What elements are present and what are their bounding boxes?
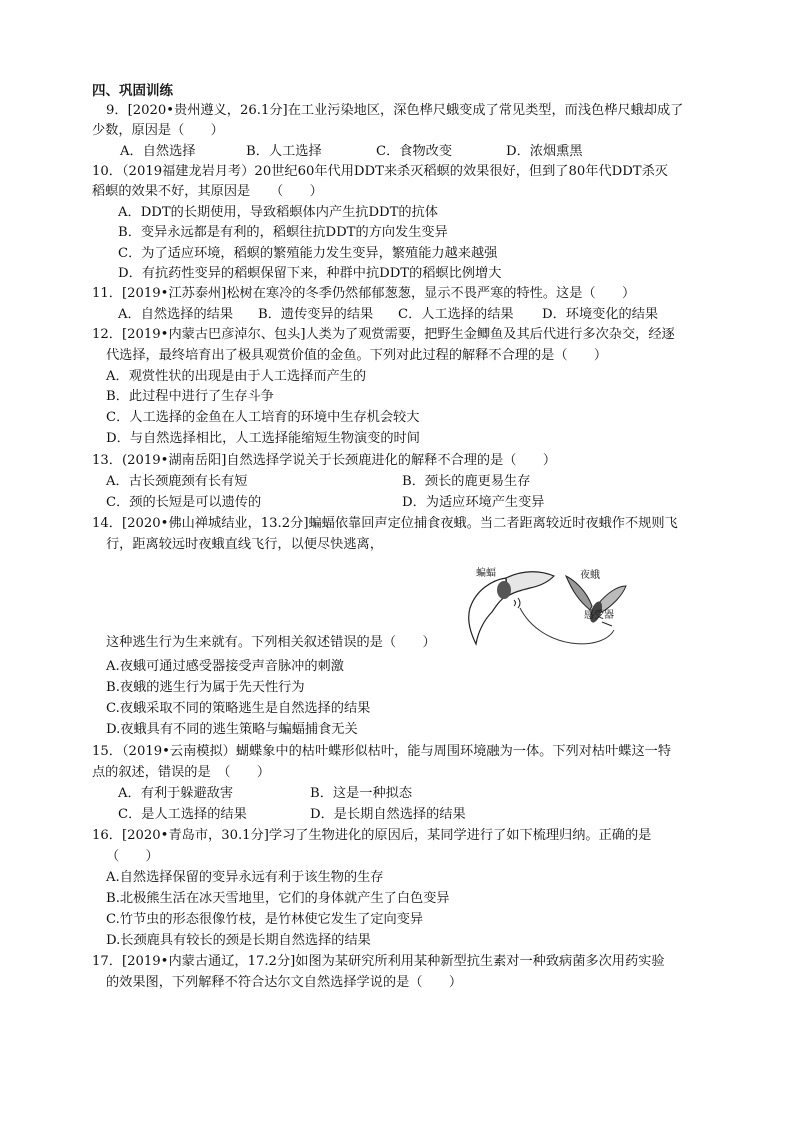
sensor-label: 感受器 [584,610,614,621]
moth-label: 夜蛾 [580,570,600,581]
moth-wing-left [566,576,592,610]
q9-option-d: D．浓烟熏黑 [506,144,583,159]
q11-option-d: D．环境变化的结果 [542,307,659,322]
q15-option-b: B．这是一种拟态 [310,786,413,801]
q14-option-c: C.夜蛾采取不同的策略逃生是自然选择的结果 [106,701,371,716]
q15-option-d: D．是长期自然选择的结果 [310,807,466,822]
sound-wave-1 [514,600,516,606]
q15-stem-line2: 点的叙述，错误的是 （ ） [92,765,271,780]
q13-option-b: B．颈长的鹿更易生存 [402,474,531,489]
sound-wave-2 [518,598,520,608]
bat-moth-figure [462,560,632,660]
q10-option-d: D．有抗药性变异的稻螟保留下来，种群中抗DDT的稻螟比例增大 [118,266,502,281]
q16-option-d: D.长颈鹿具有较长的颈是长期自然选择的结果 [106,933,371,948]
q10-option-b: B．变异永远都是有利的，稻螟往抗DDT的方向发生变异 [118,225,448,240]
q14-stem-line2: 行，距离较远时夜蛾直线飞行，以便尽快逃离， [106,537,383,552]
q14-stem-line1: 14．[2020•佛山禅城结业，13.2分]蝙蝠依靠回声定位捕食夜蛾。当二者距离较近时夜蛾作不规则飞 [92,516,678,531]
q12-option-b: B．此过程中进行了生存斗争 [106,389,274,404]
q14-stem-line3: 这种逃生行为生来就有。下列相关叙述错误的是（ ） [106,635,436,650]
q13-option-c: C．颈的长短是可以遗传的 [106,495,262,510]
q16-option-b: B.北极熊生活在冰天雪地里，它们的身体就产生了白色变异 [106,891,450,906]
q10-stem-line2: 稻螟的效果不好，其原因是 （ ） [92,184,323,199]
q15-option-c: C．是人工选择的结果 [118,807,247,822]
q10-option-a: A．DDT的长期使用，导致稻螟体内产生抗DDT的抗体 [118,205,438,220]
q17-stem-line2: 的效果图，下列解释不符合达尔文自然选择学说的是（ ） [106,975,463,990]
q14-option-d: D.夜蛾具有不同的逃生策略与蝙蝠捕食无关 [106,722,358,737]
q16-stem-line2: （ ） [106,849,159,864]
q14-option-a: A.夜蛾可通过感受器接受声音脉冲的刺激 [106,659,344,674]
q15-stem-line1: 15．（2019•云南模拟）蝴蝶象中的枯叶蝶形似枯叶，能与周围环境融为一体。下列对枯叶蝶这一特 [92,744,672,759]
q13-stem: 13．(2019•湖南岳阳]自然选择学说关于长颈鹿进化的解释不合理的是（ ） [92,453,557,468]
q13-option-a: A．古长颈鹿颈有长有短 [106,474,248,489]
q9-stem-line2: 少数，原因是（ ） [92,123,224,138]
section-title: 四、巩固训练 [92,83,173,99]
q13-option-d: D．为适应环境产生变异 [402,495,545,510]
q9-stem-line1: 9．[2020•贵州遵义，26.1分]在工业污染地区，深色桦尺蛾变成了常见类型，而浅色桦尺蛾却成了 [106,103,684,118]
q11-option-a: A．自然选择的结果 [118,307,234,322]
q11-option-c: C．人工选择的结果 [398,307,514,322]
q15-option-a: A．有利于躲避敌害 [118,786,234,801]
bat-body [497,581,511,599]
q16-stem-line1: 16．[2020•青岛市，30.1分]学习了生物进化的原因后，某同学进行了如下梳理归纳。正确的是 [92,828,652,843]
q12-option-d: D．与自然选择相比，人工选择能缩短生物演变的时间 [106,431,420,446]
bat-label: 蝙蝠 [476,568,496,579]
q12-stem-line2: 代选择，最终培育出了极具观赏价值的金鱼。下列对此过程的解释不合理的是（ ） [106,348,608,363]
q16-option-a: A.自然选择保留的变异永远有利于该生物的生存 [106,870,384,885]
q9-option-b: B．人工选择 [246,144,322,159]
q11-stem: 11．[2019•江苏泰州]松树在寒冷的冬季仍然郁郁葱葱，显示不畏严寒的特性。这是（ ） [92,286,636,301]
q9-option-a: A．自然选择 [120,144,196,159]
q12-stem-line1: 12．[2019•内蒙古巴彦淖尔、包头]人类为了观赏需要，把野生金鲫鱼及其后代进行多次杂交，经逐 [92,327,675,342]
q11-option-b: B．遗传变异的结果 [258,307,374,322]
sensor-pointer [602,622,612,626]
q17-stem-line1: 17．[2019•内蒙古通辽，17.2分]如图为某研究所利用某种新型抗生素对一种致病菌多次用药实验 [92,954,665,969]
q12-option-c: C．人工选择的金鱼在人工培育的环境中生存机会较大 [106,410,420,425]
q16-option-c: C.竹节虫的形态很像竹枝，是竹林使它发生了定向变异 [106,912,424,927]
q10-stem-line1: 10．（2019福建龙岩月考）20世纪60年代用DDT来杀灭稻螟的效果很好，但到了80年代DDT杀灭 [92,164,668,179]
q14-option-b: B.夜蛾的逃生行为属于先天性行为 [106,680,305,695]
q10-option-c: C．为了适应环境，稻螟的繁殖能力发生变异，繁殖能力越来越强 [118,246,498,261]
q12-option-a: A．观赏性状的出现是由于人工选择而产生的 [106,369,367,384]
q9-option-c: C．食物改变 [376,144,453,159]
bat-wing-right [506,572,554,596]
